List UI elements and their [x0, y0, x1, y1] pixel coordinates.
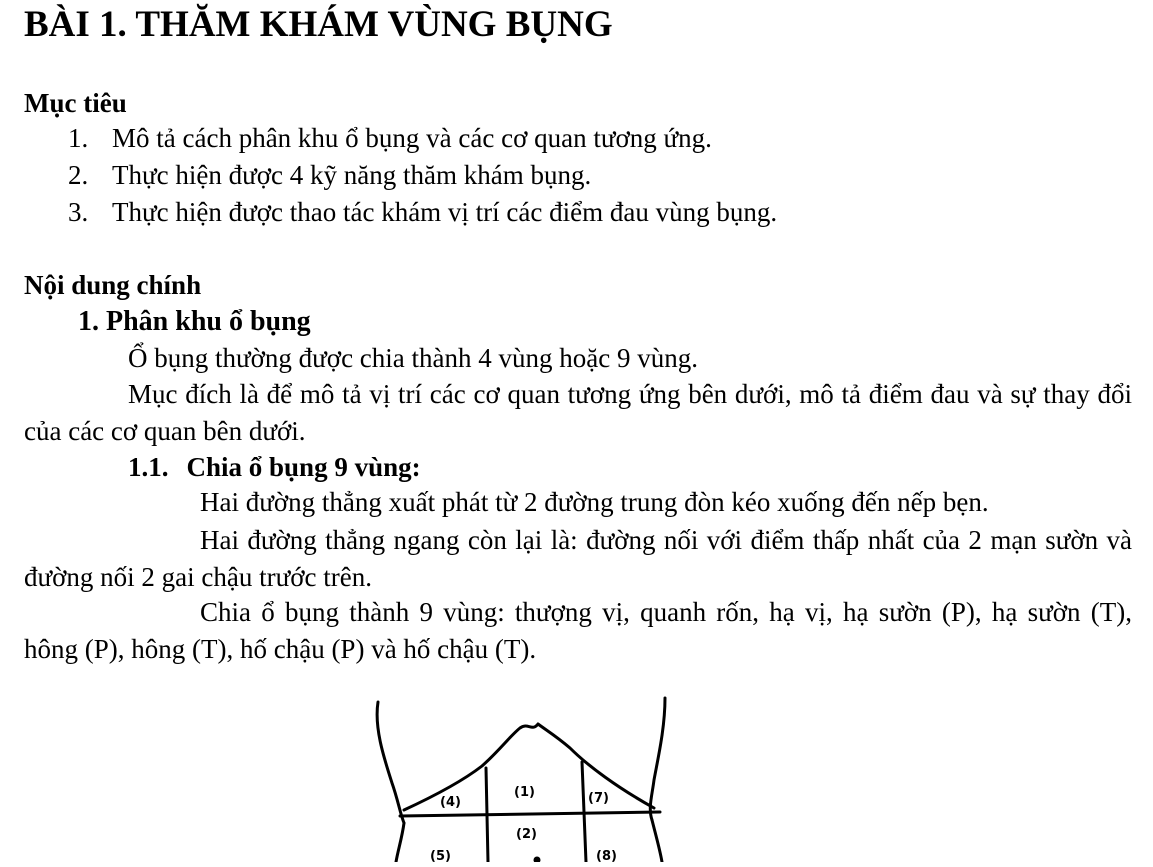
subsection-heading — [128, 454, 421, 481]
abdomen-regions-diagram — [360, 688, 700, 862]
objectives-heading: Mục tiêu — [24, 88, 127, 118]
main-content-heading: Nội dung chính — [24, 270, 202, 300]
objective-text: Mô tả cách phân khu ổ bụng và các cơ quan tương ứng. — [112, 123, 712, 153]
right-flank-outline — [652, 820, 662, 862]
right-midclavicular-line — [582, 762, 586, 862]
objective-item — [68, 162, 591, 189]
left-flank-outline — [396, 823, 404, 862]
objective-number: 1. — [68, 123, 89, 153]
subsection-paragraph: Chia ổ bụng thành 9 vùng: thượng vị, quanh rốn, hạ vị, hạ sườn (P), hạ sườn (T), hông (P), hông (T), hố chậu (P) và hố chậu (T). — [24, 597, 1132, 664]
section-paragraph: Ổ bụng thường được chia thành 4 vùng hoặc 9 vùng. — [128, 343, 698, 373]
objective-number: 2. — [68, 160, 89, 190]
left-midclavicular-line — [486, 768, 488, 862]
objective-item — [68, 125, 712, 152]
objective-text: Thực hiện được 4 kỹ năng thăm khám bụng. — [112, 160, 592, 190]
lesson-title: BÀI 1. THĂM KHÁM VÙNG BỤNG — [24, 4, 613, 45]
region-label: (4) — [440, 795, 461, 810]
subsection-paragraph: Hai đường thẳng ngang còn lại là: đường nối với điểm thấp nhất của 2 mạn sườn và đường nối 2 gai chậu trước trên. — [24, 525, 1132, 592]
region-label: (5) — [430, 849, 451, 862]
region-label: (1) — [514, 785, 535, 800]
right-body-outline — [650, 698, 665, 820]
objective-text: Thực hiện được thao tác khám vị trí các điểm đau vùng bụng. — [112, 197, 778, 227]
subsection-number: 1.1. — [128, 452, 169, 482]
region-label: (2) — [516, 827, 537, 842]
region-label: (8) — [596, 849, 617, 862]
region-label: (7) — [588, 791, 609, 806]
section-heading: 1. Phân khu ổ bụng — [78, 306, 311, 337]
left-body-outline — [377, 702, 404, 823]
objective-number: 3. — [68, 197, 89, 227]
objective-item — [68, 199, 777, 226]
abdomen-regions-figure — [360, 688, 700, 862]
subsection-paragraph: Hai đường thẳng xuất phát từ 2 đường trung đòn kéo xuống đến nếp bẹn. — [200, 487, 989, 517]
umbilicus-dot — [534, 857, 541, 863]
section-paragraph: Mục đích là để mô tả vị trí các cơ quan tương ứng bên dưới, mô tả điểm đau và sự thay đổi của các cơ quan bên dưới. — [24, 379, 1132, 446]
subcostal-line — [400, 812, 660, 816]
subsection-title: Chia ổ bụng 9 vùng: — [186, 452, 421, 482]
